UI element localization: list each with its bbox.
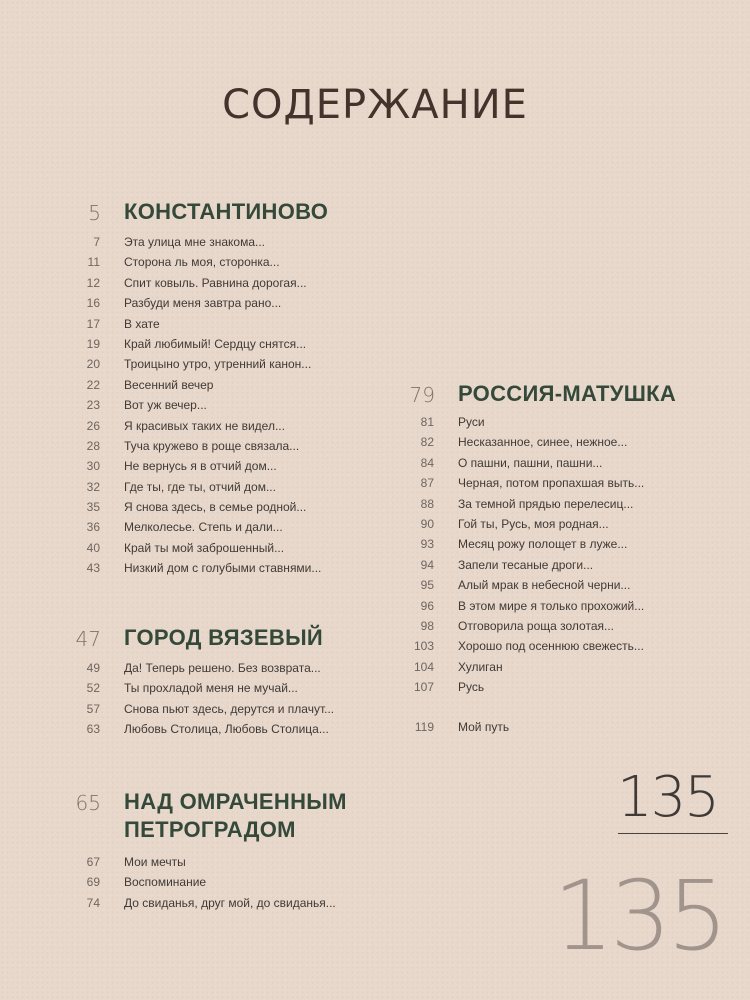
toc-item-page: 26 bbox=[86, 418, 100, 433]
toc-item bbox=[0, 354, 400, 374]
toc-item bbox=[334, 534, 750, 554]
section-title: КОНСТАНТИНОВО bbox=[124, 199, 329, 224]
toc-item-title: За темной прядью перелесиц... bbox=[458, 496, 634, 511]
toc-item-page: 40 bbox=[86, 540, 100, 555]
toc-item-page: 93 bbox=[420, 537, 434, 552]
page-title: СОДЕРЖАНИЕ bbox=[222, 82, 528, 128]
toc-item-page: 12 bbox=[86, 275, 100, 290]
toc-item-title: Спит ковыль. Равнина дорогая... bbox=[124, 275, 307, 290]
toc-item-page: 119 bbox=[414, 720, 434, 735]
section-header bbox=[0, 788, 400, 852]
toc-item-title: Хорошо под осеннюю свежесть... bbox=[458, 639, 644, 654]
toc-item-page: 96 bbox=[420, 598, 434, 613]
toc-item-page: 23 bbox=[86, 398, 100, 413]
toc-item-page: 104 bbox=[413, 659, 434, 674]
toc-item bbox=[0, 232, 400, 252]
toc-item bbox=[0, 293, 400, 313]
toc-item-title: Отговорила роща золотая... bbox=[458, 618, 615, 633]
toc-item-page: 84 bbox=[420, 455, 434, 470]
toc-item-page: 22 bbox=[86, 377, 100, 392]
toc-item-title: Месяц рожу полощет в луже... bbox=[458, 537, 628, 552]
list-spacer bbox=[334, 697, 750, 717]
toc-item-title: Вот уж вечер... bbox=[124, 398, 207, 413]
toc-item bbox=[0, 852, 400, 872]
toc-item bbox=[334, 555, 750, 575]
toc-item-page: 94 bbox=[420, 557, 434, 572]
toc-item-page: 107 bbox=[413, 680, 434, 695]
toc-item-page: 16 bbox=[86, 296, 100, 311]
toc-item-title: Черная, потом пропахшая выть... bbox=[458, 476, 645, 491]
toc-item-page: 74 bbox=[86, 895, 100, 910]
toc-item bbox=[0, 334, 400, 354]
toc-item-title: Где ты, где ты, отчий дом... bbox=[124, 479, 276, 494]
section-title: НАД ОМРАЧЕННЫМ ПЕТРОГРАДОМ bbox=[124, 789, 347, 842]
toc-item-title: Мой путь bbox=[458, 720, 510, 735]
toc-item-title: Несказанное, синее, нежное... bbox=[458, 435, 628, 450]
toc-item-page: 87 bbox=[420, 476, 434, 491]
toc-item-title: Любовь Столица, Любовь Столица... bbox=[124, 722, 329, 737]
toc-item-page: 67 bbox=[86, 855, 100, 869]
section-rossiya-matushka bbox=[334, 380, 750, 738]
toc-item-page: 17 bbox=[86, 316, 100, 331]
toc-item-title: Запели тесаные дроги... bbox=[458, 557, 594, 572]
toc-item-title: Весенний вечер bbox=[124, 377, 214, 392]
toc-item-title: Туча кружево в роще связала... bbox=[124, 438, 300, 453]
toc-item-page: 11 bbox=[87, 255, 100, 270]
toc-item-page: 7 bbox=[93, 235, 100, 249]
section-title: РОССИЯ-МАТУШКА bbox=[458, 381, 677, 406]
toc-item-title: Хулиган bbox=[458, 659, 503, 674]
toc-item bbox=[334, 717, 750, 737]
toc-item-page: 28 bbox=[86, 438, 100, 453]
toc-list bbox=[334, 412, 750, 738]
toc-item-page: 20 bbox=[86, 357, 100, 372]
section-page-number: 5 bbox=[88, 201, 101, 225]
toc-item bbox=[0, 273, 400, 293]
page-number-bottom: 135 bbox=[553, 860, 725, 972]
toc-item-title: Низкий дом с голубыми ставнями... bbox=[124, 561, 322, 576]
toc-item-title: Да! Теперь решено. Без возврата... bbox=[124, 661, 321, 675]
toc-item-page: 36 bbox=[86, 520, 100, 535]
toc-item-page: 19 bbox=[86, 336, 100, 351]
toc-item bbox=[334, 453, 750, 473]
toc-item bbox=[334, 473, 750, 493]
page-number-top: 135 bbox=[617, 765, 718, 830]
toc-item-page: 81 bbox=[420, 415, 434, 429]
section-page-number: 65 bbox=[75, 791, 101, 815]
toc-item-page: 30 bbox=[86, 459, 100, 474]
toc-item-title: Мои мечты bbox=[124, 855, 186, 869]
toc-item-page: 35 bbox=[86, 500, 100, 515]
toc-item-title: В хате bbox=[124, 316, 160, 331]
toc-item bbox=[334, 657, 750, 677]
toc-list bbox=[0, 852, 400, 913]
toc-item-page: 69 bbox=[86, 875, 100, 890]
toc-item bbox=[334, 514, 750, 534]
toc-item-page: 90 bbox=[420, 516, 434, 531]
toc-item-page: 98 bbox=[420, 618, 434, 633]
toc-item bbox=[0, 893, 400, 913]
section-header bbox=[334, 380, 750, 410]
toc-item bbox=[334, 575, 750, 595]
toc-item-title: Я красивых таких не видел... bbox=[124, 418, 285, 433]
toc-item-page: 88 bbox=[420, 496, 434, 511]
section-page-number: 47 bbox=[75, 627, 101, 651]
toc-item-title: Гой ты, Русь, моя родная... bbox=[458, 516, 609, 531]
toc-item-title: Руси bbox=[458, 415, 485, 429]
toc-item-page: 57 bbox=[86, 701, 100, 716]
toc-item-title: Не вернусь я в отчий дом... bbox=[124, 459, 277, 474]
toc-item bbox=[0, 252, 400, 272]
section-nad-omrachennym-petrogradom bbox=[0, 788, 400, 913]
toc-item-page: 95 bbox=[420, 578, 434, 593]
section-page-number: 79 bbox=[409, 383, 435, 407]
toc-item-page: 103 bbox=[413, 639, 434, 654]
toc-item bbox=[334, 677, 750, 697]
toc-item-title: Русь bbox=[458, 680, 485, 695]
toc-item-title: Алый мрак в небесной черни... bbox=[458, 578, 631, 593]
toc-item bbox=[0, 314, 400, 334]
toc-item-title: Троицыно утро, утренний канон... bbox=[124, 357, 312, 372]
toc-item-title: До свиданья, друг мой, до свиданья... bbox=[124, 895, 336, 910]
toc-item bbox=[334, 432, 750, 452]
toc-item-page: 52 bbox=[86, 681, 100, 696]
toc-item-title: Воспоминание bbox=[124, 875, 207, 890]
toc-item-title: Ты прохладой меня не мучай... bbox=[124, 681, 298, 696]
toc-item-page: 32 bbox=[86, 479, 100, 494]
section-header bbox=[0, 198, 400, 232]
toc-item-page: 82 bbox=[420, 435, 434, 450]
toc-item bbox=[334, 494, 750, 514]
toc-item-title: Я снова здесь, в семье родной... bbox=[124, 500, 307, 515]
toc-item-title: Край ты мой заброшенный... bbox=[124, 540, 285, 555]
toc-item-page: 63 bbox=[86, 722, 100, 737]
toc-item bbox=[334, 596, 750, 616]
toc-item-title: Мелколесье. Степь и дали... bbox=[124, 520, 283, 535]
toc-item-page: 49 bbox=[86, 661, 100, 675]
toc-item-title: Снова пьют здесь, дерутся и плачут... bbox=[124, 701, 335, 716]
toc-item-title: В этом мире я только прохожий... bbox=[458, 598, 645, 613]
toc-item-title: О пашни, пашни, пашни... bbox=[458, 455, 603, 470]
toc-item-title: Сторона ль моя, сторонка... bbox=[124, 255, 280, 270]
toc-item bbox=[334, 616, 750, 636]
section-title: ГОРОД ВЯЗЕВЫЙ bbox=[124, 625, 324, 650]
divider-rule bbox=[618, 833, 728, 834]
toc-item-page: 43 bbox=[86, 561, 100, 576]
toc-item-title: Эта улица мне знакома... bbox=[124, 235, 265, 249]
toc-item-title: Край любимый! Сердцу снятся... bbox=[124, 336, 307, 351]
toc-item bbox=[0, 872, 400, 892]
toc-item bbox=[334, 412, 750, 432]
toc-item-title: Разбуди меня завтра рано... bbox=[124, 296, 282, 311]
toc-item bbox=[334, 636, 750, 656]
